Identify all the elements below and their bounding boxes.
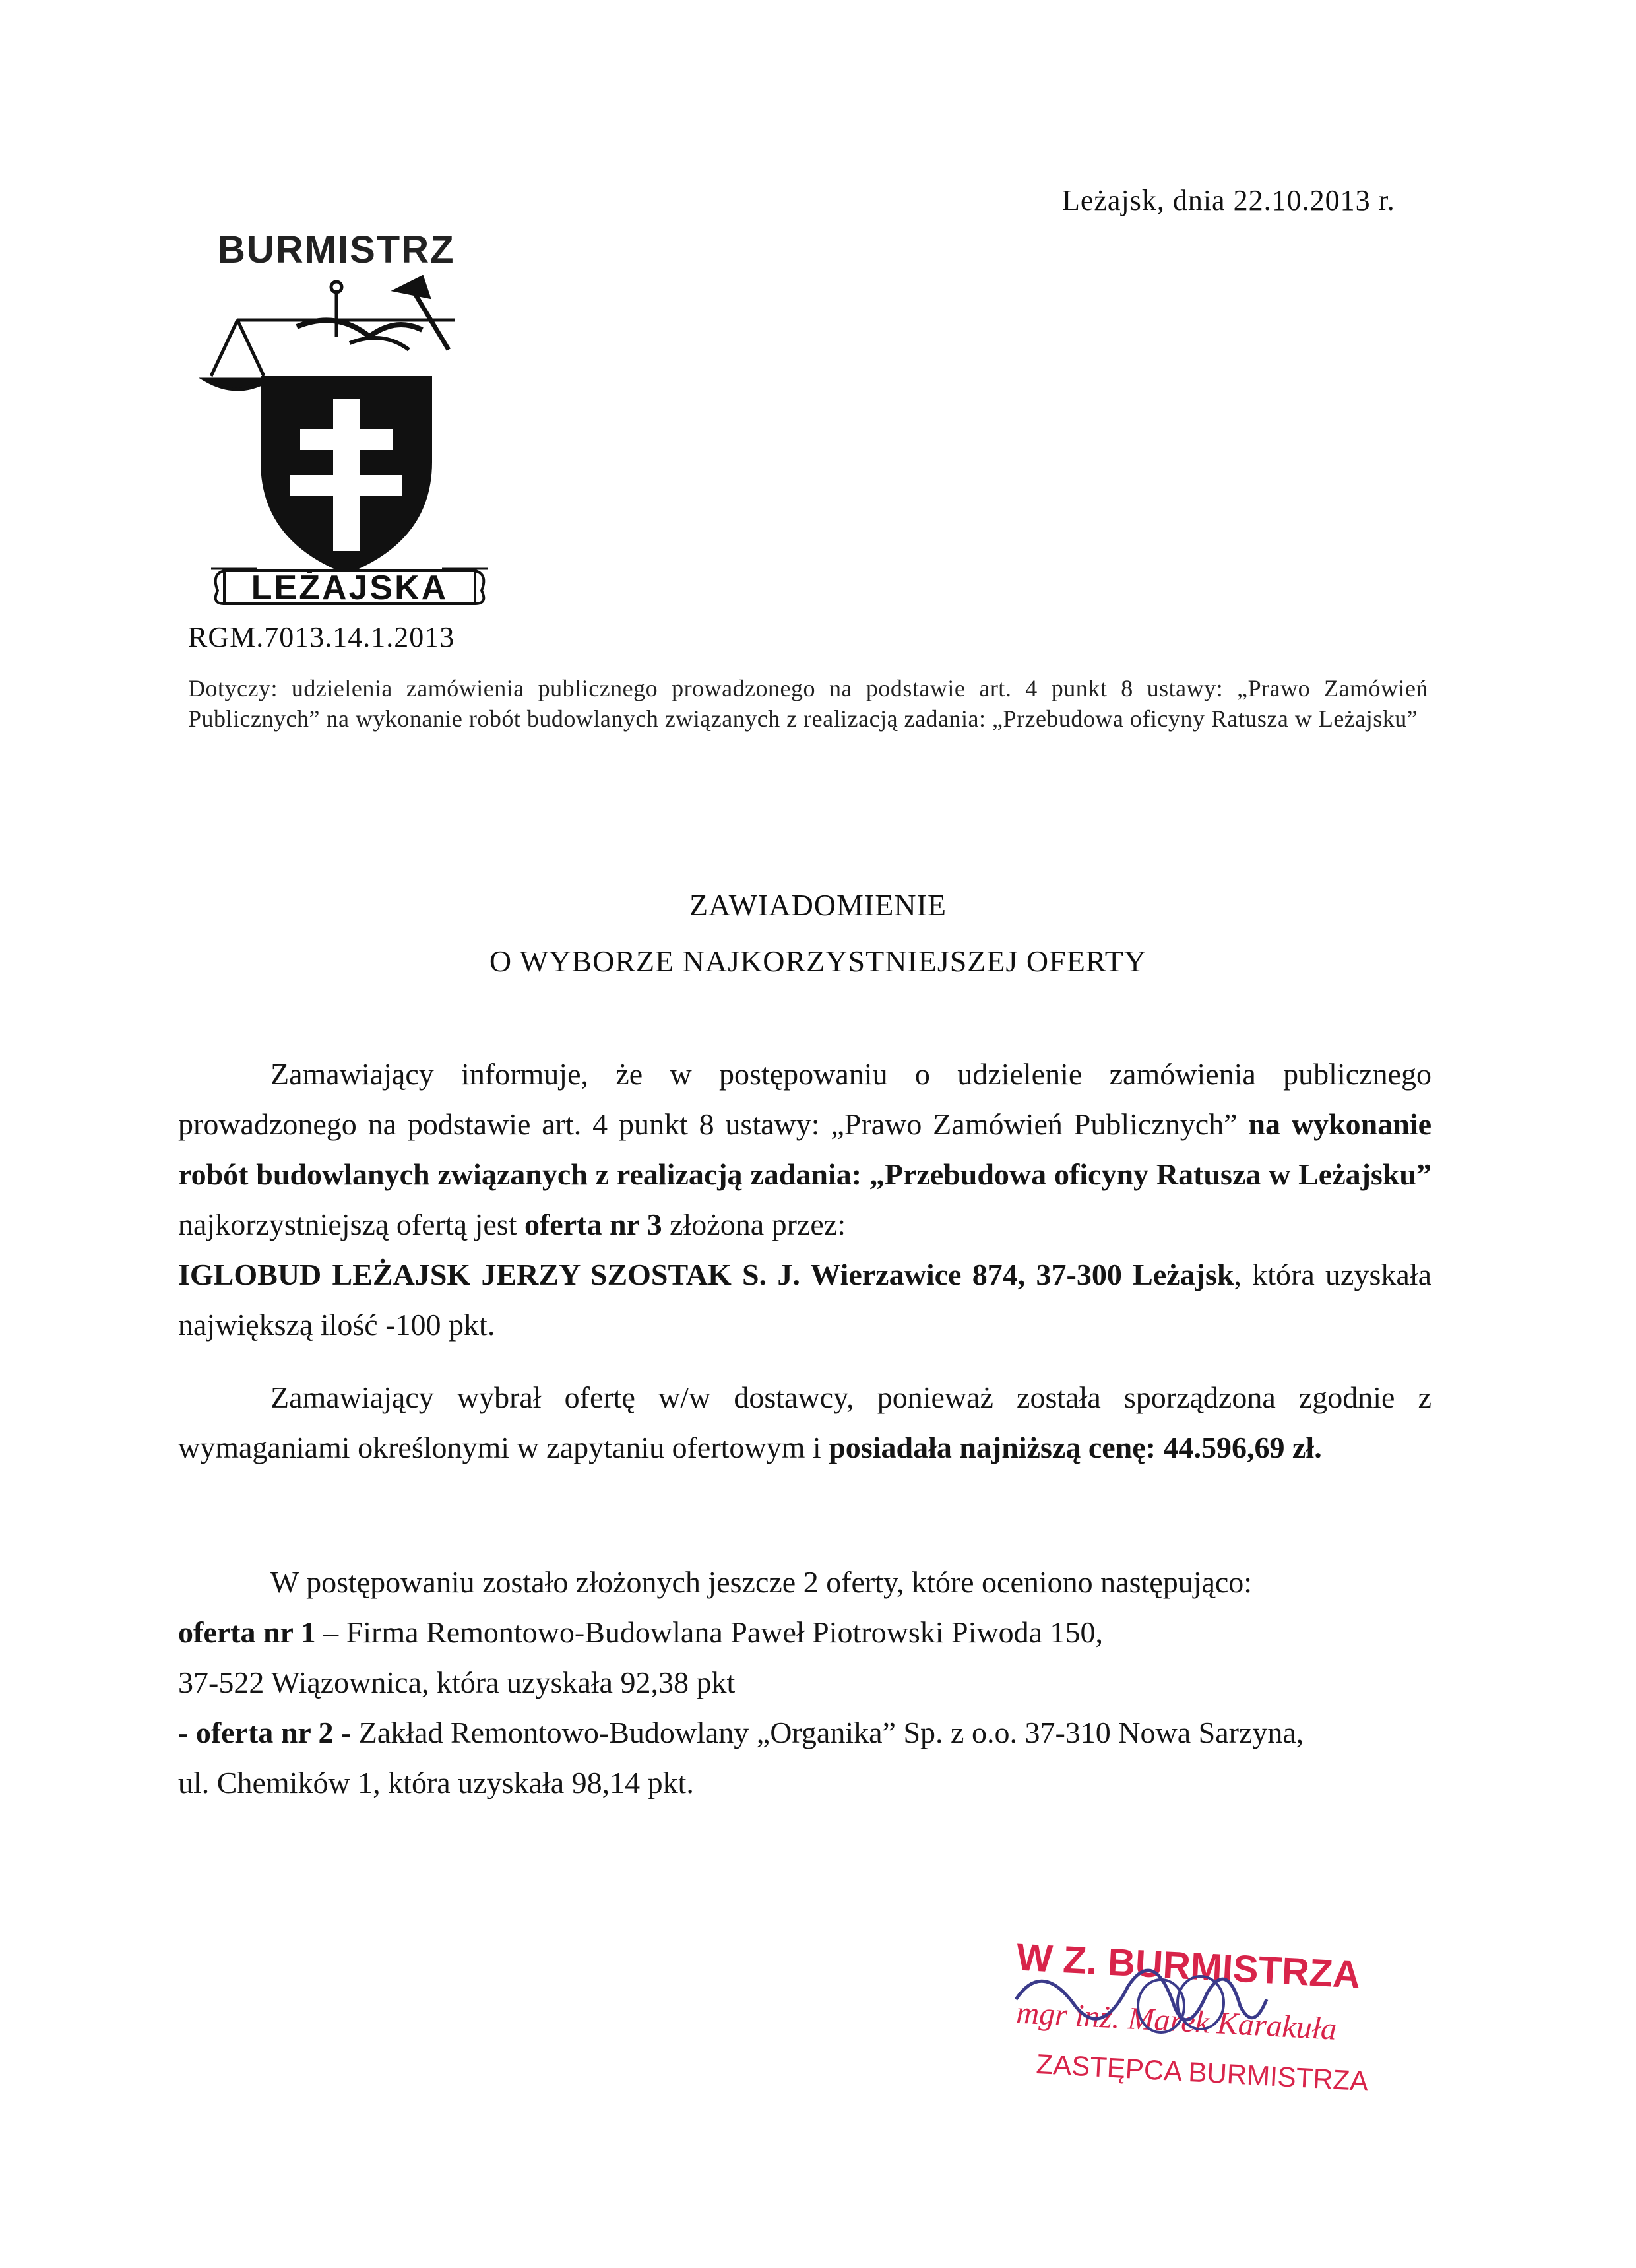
subject-text: Dotyczy: udzielenia zamówienia publicznego prowadzonego na podstawie art. 4 punkt 8 ustawy: „Prawo Zamówień Publicznych” na wykonanie robót budowlanych związanych z realizacją zadania: „Przebudowa oficyny Ratusza w Leżajsku” xyxy=(188,675,1428,732)
scales-icon xyxy=(204,277,455,389)
offer2-line2: ul. Chemików 1, która uzyskała 98,14 pkt. xyxy=(178,1766,694,1799)
offer2-label: - oferta nr 2 - xyxy=(178,1716,352,1749)
document-subtitle: O WYBORZE NAJKORZYSTNIEJSZEJ OFERTY xyxy=(489,944,1147,978)
para3-intro: W postępowaniu zostało złożonych jeszcze 2 oferty, które oceniono następująco: xyxy=(270,1565,1253,1599)
para1-bold-1: na wykonanie robót budowlanych związanych z realizacją zadania: „Przebudowa oficyny Ratusza w Leżajsku” xyxy=(178,1107,1432,1191)
paragraph-announcement xyxy=(178,1049,1432,1350)
paragraph-justification xyxy=(178,1373,1432,1473)
emblem-title: BURMISTRZ xyxy=(218,228,455,271)
document-title: ZAWIADOMIENIE xyxy=(689,888,947,922)
winner-company: IGLOBUD LEŻAJSK JERZY SZOSTAK S. J. Wierzawice 874, 37-300 Leżajsk xyxy=(178,1258,1234,1291)
para1-text-2: najkorzystniejszą ofertą jest xyxy=(178,1208,524,1241)
stamp-line-1: W Z. BURMISTRZA xyxy=(1015,1935,1362,1997)
offer1-line2: 37-522 Wiązownica, która uzyskała 92,38 pkt xyxy=(178,1666,736,1699)
offer2-text: Zakład Remontowo-Budowlany „Organika” Sp. z o.o. 37-310 Nowa Sarzyna, xyxy=(351,1716,1304,1749)
stamp-line-3: ZASTĘPCA BURMISTRZA xyxy=(1035,2048,1369,2097)
para2-bold-price: posiadała najniższą cenę: 44.596,69 zł. xyxy=(829,1431,1322,1464)
signature-stamp xyxy=(1003,1933,1412,2105)
para1-text-4: , która uzyskała największą ilość -100 pkt. xyxy=(178,1258,1432,1342)
coat-of-arms-emblem xyxy=(198,264,515,607)
reference-number: RGM.7013.14.1.2013 xyxy=(188,621,455,653)
para1-text-3: złożona przez: xyxy=(662,1208,846,1241)
emblem-banner-text: LEŻAJSKA xyxy=(251,569,449,607)
offer1-label: oferta nr 1 xyxy=(178,1615,316,1649)
date-line: Leżajsk, dnia 22.10.2013 r. xyxy=(1062,184,1395,216)
para2-text-1: Zamawiający wybrał ofertę w/w dostawcy, ponieważ została sporządzona zgodnie z wymaganiami określonymi w zapytaniu ofertowym i xyxy=(178,1380,1432,1464)
para1-bold-2: oferta nr 3 xyxy=(524,1208,662,1241)
para1-text-1: Zamawiający informuje, że w postępowaniu o udzielenie zamówienia publicznego prowadzonego na podstawie art. 4 punkt 8 ustawy: „Prawo Zamówień Publicznych” xyxy=(178,1057,1432,1141)
offer1-text: – Firma Remontowo-Budowlana Paweł Piotrowski Piwoda 150, xyxy=(315,1615,1104,1649)
stamp-line-2: mgr inż. Marek Karakuła xyxy=(1015,1995,1338,2047)
paragraph-other-offers xyxy=(178,1557,1432,1808)
